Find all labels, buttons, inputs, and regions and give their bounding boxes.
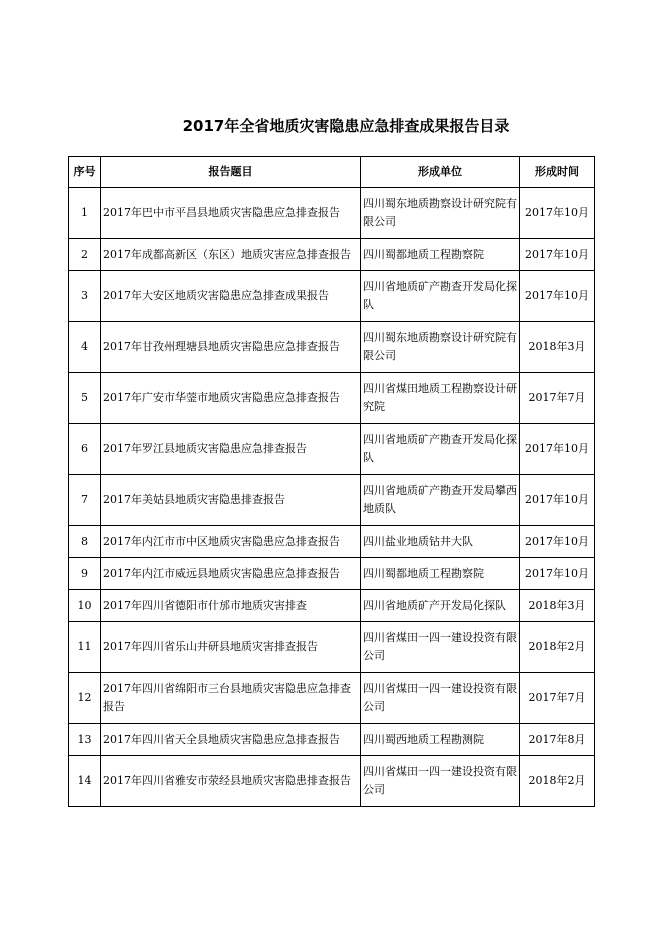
cell-issuing-unit: 四川蜀西地质工程勘测院 xyxy=(361,724,520,756)
table-row xyxy=(69,673,595,724)
table-row xyxy=(69,239,595,271)
cell-serial-number: 13 xyxy=(69,724,101,756)
cell-serial-number: 12 xyxy=(69,673,101,724)
cell-serial-number: 4 xyxy=(69,322,101,373)
cell-issue-date: 2017年10月 xyxy=(520,188,595,239)
cell-issue-date: 2018年3月 xyxy=(520,590,595,622)
cell-issue-date: 2017年10月 xyxy=(520,424,595,475)
cell-issuing-unit: 四川盐业地质钻井大队 xyxy=(361,526,520,558)
header-serial-number: 序号 xyxy=(69,157,101,188)
cell-report-title: 2017年内江市市中区地质灾害隐患应急排查报告 xyxy=(101,526,361,558)
cell-issue-date: 2018年2月 xyxy=(520,622,595,673)
cell-issue-date: 2017年10月 xyxy=(520,526,595,558)
cell-report-title: 2017年四川省乐山井研县地质灾害排查报告 xyxy=(101,622,361,673)
cell-report-title: 2017年美姑县地质灾害隐患排查报告 xyxy=(101,475,361,526)
cell-issue-date: 2017年10月 xyxy=(520,271,595,322)
cell-issue-date: 2017年10月 xyxy=(520,239,595,271)
cell-report-title: 2017年四川省天全县地质灾害隐患应急排查报告 xyxy=(101,724,361,756)
cell-report-title: 2017年甘孜州理塘县地质灾害隐患应急排查报告 xyxy=(101,322,361,373)
cell-report-title: 2017年四川省雅安市荥经县地质灾害隐患排查报告 xyxy=(101,756,361,807)
table-row xyxy=(69,188,595,239)
table-row xyxy=(69,526,595,558)
cell-serial-number: 9 xyxy=(69,558,101,590)
cell-issuing-unit: 四川省煤田地质工程勘察设计研究院 xyxy=(361,373,520,424)
header-issuing-unit: 形成单位 xyxy=(361,157,520,188)
table-row xyxy=(69,590,595,622)
cell-issuing-unit: 四川蜀东地质勘察设计研究院有限公司 xyxy=(361,188,520,239)
cell-issuing-unit: 四川省地质矿产勘查开发局化探队 xyxy=(361,271,520,322)
cell-issuing-unit: 四川蜀都地质工程勘察院 xyxy=(361,558,520,590)
cell-issue-date: 2017年8月 xyxy=(520,724,595,756)
table-row xyxy=(69,373,595,424)
cell-serial-number: 11 xyxy=(69,622,101,673)
cell-report-title: 2017年四川省德阳市什邡市地质灾害排查 xyxy=(101,590,361,622)
cell-issue-date: 2017年10月 xyxy=(520,475,595,526)
cell-issue-date: 2017年7月 xyxy=(520,673,595,724)
cell-issuing-unit: 四川省地质矿产勘查开发局攀西地质队 xyxy=(361,475,520,526)
cell-issue-date: 2018年3月 xyxy=(520,322,595,373)
cell-report-title: 2017年成都高新区（东区）地质灾害应急排查报告 xyxy=(101,239,361,271)
page-title: 2017年全省地质灾害隐患应急排查成果报告目录 xyxy=(182,117,510,135)
header-issue-date: 形成时间 xyxy=(520,157,595,188)
cell-issuing-unit: 四川省煤田一四一建设投资有限公司 xyxy=(361,622,520,673)
cell-serial-number: 14 xyxy=(69,756,101,807)
cell-issue-date: 2018年2月 xyxy=(520,756,595,807)
cell-issue-date: 2017年7月 xyxy=(520,373,595,424)
cell-issuing-unit: 四川省煤田一四一建设投资有限公司 xyxy=(361,756,520,807)
header-report-title: 报告题目 xyxy=(101,157,361,188)
table-row xyxy=(69,724,595,756)
cell-report-title: 2017年罗江县地质灾害隐患应急排查报告 xyxy=(101,424,361,475)
table-row xyxy=(69,271,595,322)
table-row xyxy=(69,558,595,590)
cell-serial-number: 5 xyxy=(69,373,101,424)
cell-serial-number: 1 xyxy=(69,188,101,239)
table-row xyxy=(69,424,595,475)
table-header-row xyxy=(69,157,595,188)
table-row xyxy=(69,756,595,807)
cell-issuing-unit: 四川省煤田一四一建设投资有限公司 xyxy=(361,673,520,724)
cell-issuing-unit: 四川蜀都地质工程勘察院 xyxy=(361,239,520,271)
cell-issuing-unit: 四川省地质矿产勘查开发局化探队 xyxy=(361,424,520,475)
cell-serial-number: 8 xyxy=(69,526,101,558)
cell-issuing-unit: 四川蜀东地质勘察设计研究院有限公司 xyxy=(361,322,520,373)
cell-serial-number: 2 xyxy=(69,239,101,271)
cell-report-title: 2017年广安市华蓥市地质灾害隐患应急排查报告 xyxy=(101,373,361,424)
table-row xyxy=(69,322,595,373)
cell-report-title: 2017年内江市威远县地质灾害隐患应急排查报告 xyxy=(101,558,361,590)
cell-issuing-unit: 四川省地质矿产开发局化探队 xyxy=(361,590,520,622)
cell-serial-number: 6 xyxy=(69,424,101,475)
cell-serial-number: 10 xyxy=(69,590,101,622)
cell-issue-date: 2017年10月 xyxy=(520,558,595,590)
table-row xyxy=(69,622,595,673)
cell-serial-number: 3 xyxy=(69,271,101,322)
cell-report-title: 2017年巴中市平昌县地质灾害隐患应急排查报告 xyxy=(101,188,361,239)
table-row xyxy=(69,475,595,526)
report-catalog-table xyxy=(68,156,595,807)
cell-report-title: 2017年四川省绵阳市三台县地质灾害隐患应急排查报告 xyxy=(101,673,361,724)
cell-report-title: 2017年大安区地质灾害隐患应急排查成果报告 xyxy=(101,271,361,322)
cell-serial-number: 7 xyxy=(69,475,101,526)
